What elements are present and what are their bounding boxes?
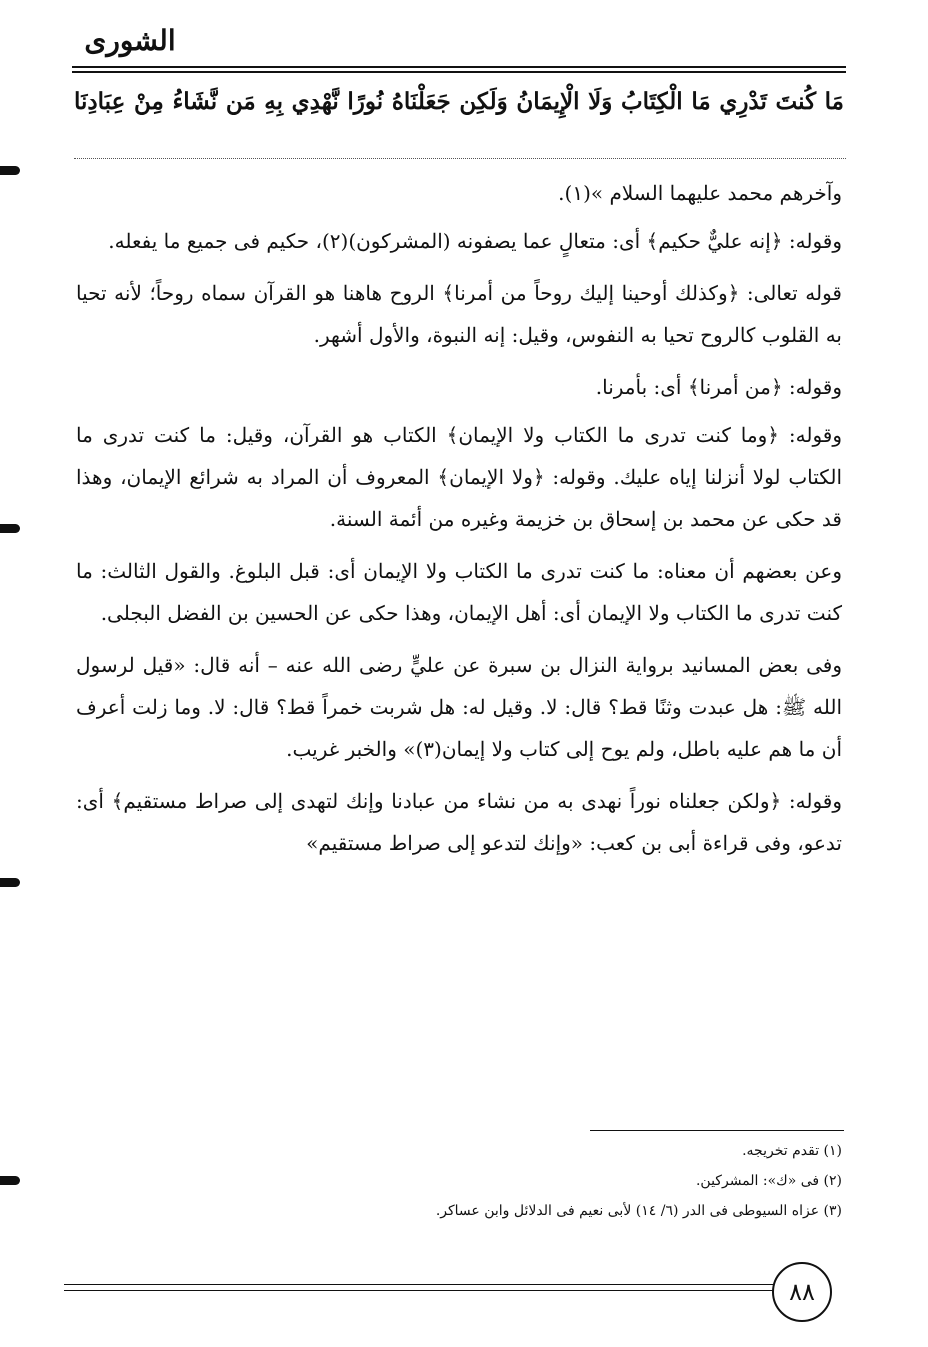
paragraph: وقوله: ﴿من أمرنا﴾ أى: بأمرنا. [595, 375, 842, 399]
paragraph: وفى بعض المسانيد برواية النزال بن سبرة عن عليٍّ رضى الله عنه – أنه قال: «قيل لرسول الله ﷺ: هل عبدت وثنًا قط؟ قال: لا. وقيل له: هل شربت خمراً قط؟ قال: لا. وما زلت أعرف أن ما هم عليه باطل، ولم يوح إلى كتاب ولا إيمان(٣)» والخبر غريب. [76, 653, 842, 761]
quran-verse-line: مَا كُنتَ تَدْرِي مَا الْكِتَابُ وَلَا الْإِيمَانُ وَلَكِن جَعَلْنَاهُ نُورًا نَّهْدِي بِهِ مَن نَّشَاءُ مِنْ عِبَادِنَا [74, 88, 844, 115]
footer-rule-top [64, 1284, 774, 1285]
footnote: (٣) عزاه السيوطى فى الدر (٦/ ١٤) لأبى نعيم فى الدلائل وابن عساكر. [435, 1203, 842, 1219]
header-rule-bottom [72, 71, 846, 73]
dotted-divider [74, 158, 846, 159]
page-edge-mark [0, 166, 20, 175]
body-text [76, 172, 842, 874]
sura-title: الشورى [84, 23, 176, 57]
page-edge-mark [0, 1176, 20, 1185]
footnotes [76, 1138, 842, 1228]
footer-rule-bottom [64, 1290, 774, 1291]
paragraph: وقوله: ﴿ولكن جعلناه نوراً نهدى به من نشاء من عبادنا وإنك لتهدى إلى صراط مستقيم﴾ أى: تدعو، وفى قراءة أبى بن كعب: «وإنك لتدعو إلى صراط مستقيم» [76, 789, 842, 855]
page-edge-mark [0, 524, 20, 533]
page-number: ٨٨ [772, 1262, 832, 1322]
footnote: (٢) فى «ك»: المشركين. [695, 1173, 842, 1189]
paragraph: قوله تعالى: ﴿وكذلك أوحينا إليك روحاً من أمرنا﴾ الروح هاهنا هو القرآن سماه روحاً؛ لأنه تحيا به القلوب كالروح تحيا به النفوس، وقيل: إنه النبوة، والأول أشهر. [76, 281, 842, 347]
footnote-separator [590, 1130, 844, 1131]
footnote: (١) تقدم تخريجه. [742, 1143, 842, 1159]
paragraph: وقوله: ﴿وما كنت تدرى ما الكتاب ولا الإيمان﴾ الكتاب هو القرآن، وقيل: ما كنت تدرى ما الكتاب لولا أنزلنا إياه عليك. وقوله: ﴿ولا الإيمان﴾ المعروف أن المراد به شرائع الإيمان، وهذا قد حكى عن محمد بن إسحاق بن خزيمة وغيره من أئمة السنة. [76, 423, 842, 531]
header-rule-top [72, 66, 846, 68]
paragraph: وآخرهم محمد عليهما السلام »(١). [558, 181, 842, 205]
page-edge-mark [0, 878, 20, 887]
paragraph: وقوله: ﴿إنه عليٌّ حكيم﴾ أى: متعالٍ عما يصفونه (المشركون)(٢)، حكيم فى جميع ما يفعله. [108, 229, 842, 253]
paragraph: وعن بعضهم أن معناه: ما كنت تدرى ما الكتاب ولا الإيمان أى: قبل البلوغ. والقول الثالث: ما كنت تدرى ما الكتاب ولا الإيمان أى: أهل الإيمان، وهذا حكى عن الحسين بن الفضل البجلى. [76, 559, 842, 625]
